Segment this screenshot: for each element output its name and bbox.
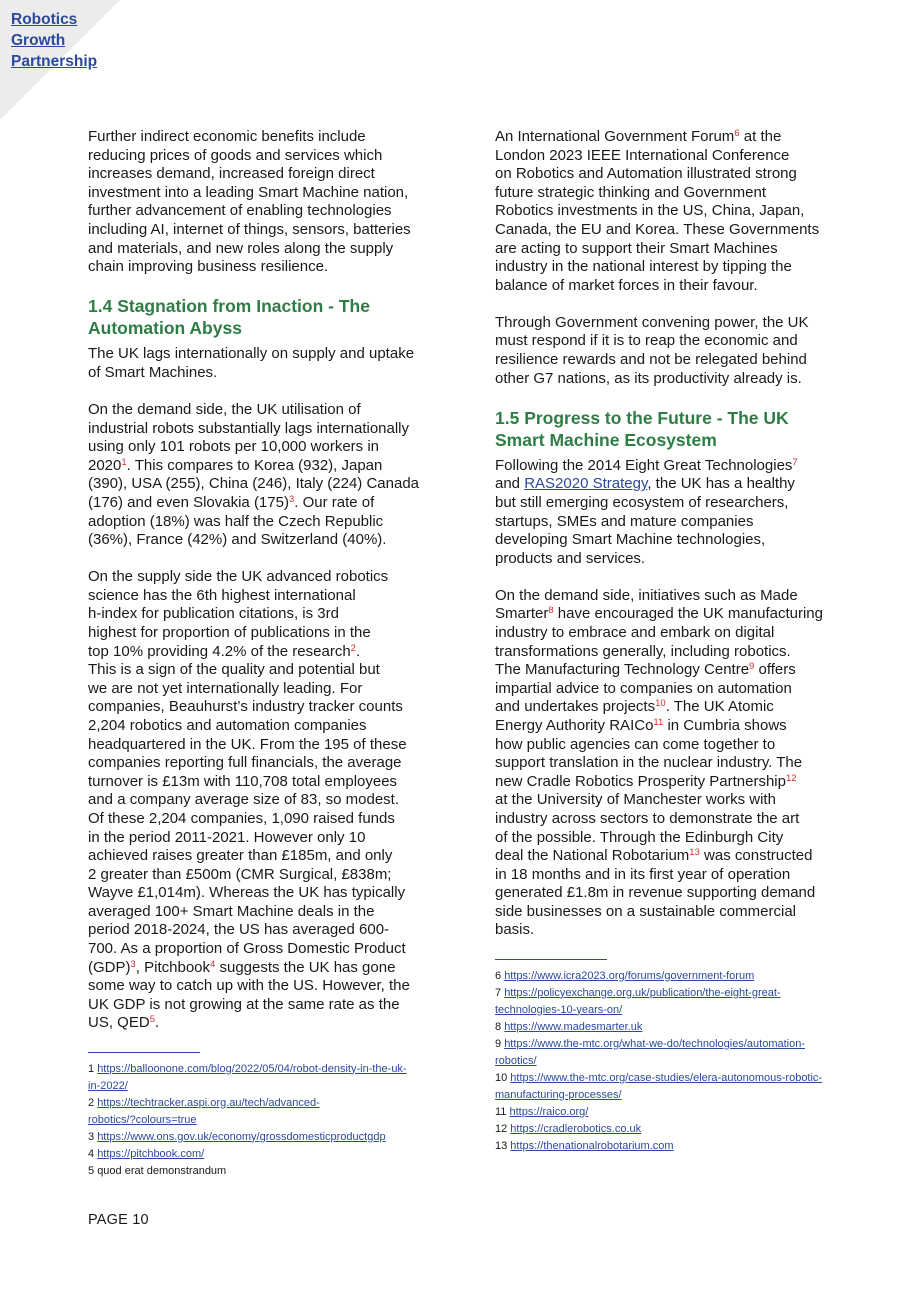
ras2020-strategy-link[interactable]: RAS2020 Strategy	[524, 475, 648, 493]
footnote-link[interactable]: https://cradlerobotics.co.uk	[510, 1122, 642, 1135]
convening-paragraph: Through Government convening power, the UK must respond if it is to reap the economic and resilience rewards and not be relegated behind other G7 nations, as its productivity already is.	[495, 313, 809, 387]
footnote-link[interactable]: https://raico.org/	[509, 1105, 589, 1118]
supply-paragraph: On the supply side the UK advanced robotics science has the 6th highest international h-index for publication citations, is 3rd highest for proportion of publications in the top 10% providing 4.2% of the research$^2$. This is a sign of the quality and potential but we are not yet internationally leading. For companies, Beauhurst’s industry tracker counts 2,204 robotics and automation companies headquartered in the UK. From the 195 of these companies reporting full financials, the average turnover is £13m with 110,708 total employees and a company average size of 83, so modest. Of these 2,204 companies, 1,090 raised funds in the period 2011-2021. However only 10 achieved raises greater than £185m, and only 2 greater than £500m (CMR Surgical, £838m; Wayve £1,014m). Whereas the UK has typically averaged 100+ Smart Machine deals in the period 2018-2024, the US has averaged 600- 700. As a proportion of Gross Domestic Product (GDP)$^3$, Pitchbook$^4$ suggests the UK has gone some way to catch up with the US. However, the UK GDP is not growing at the same rate as the US, QED$^5$.	[88, 568, 410, 1032]
footnote-ref-9[interactable]: 9	[749, 661, 755, 673]
left-column	[88, 128, 428, 1180]
footnote-ref-10[interactable]: 10	[655, 698, 666, 710]
footnote-11: 11 https://raico.org/	[495, 1105, 589, 1118]
right-footnotes	[495, 959, 835, 1155]
footnote-ref-4[interactable]: 4	[210, 958, 216, 970]
footnote-ref-11[interactable]: 11	[653, 716, 664, 728]
page-number: PAGE 10	[88, 1212, 149, 1228]
footnote-12: 12 https://cradlerobotics.co.uk	[495, 1122, 642, 1135]
footnote-ref-7[interactable]: 7	[792, 456, 798, 468]
initiatives-paragraph: On the demand side, initiatives such as Made Smarter$^8$ have encouraged the UK manufacturing industry to embrace and embark on digital transformations generally, including robotics. The Manufacturing Technology Centre$^9$ offers impartial advice to companies on automation and undertakes projects$^{10}$. The UK Atomic Energy Authority RAICo$^{11}$ in Cumbria shows how public agencies can come together to support translation in the nuclear industry. The new Cradle Robotics Prosperity Partnership$^{12}$ at the University of Manchester works with industry across sectors to demonstrate the art of the possible. Through the Edinburgh City deal the National Robotarium$^{13}$ was constructed in 18 months and in its first year of operation generated £1.8m in revenue supporting demand side businesses on a sustainable commercial basis.	[495, 586, 823, 939]
footnote-4: 4 https://pitchbook.com/	[88, 1147, 205, 1160]
brand-line-growth[interactable]: Growth	[11, 32, 66, 49]
footnote-ref-3[interactable]: 3	[130, 958, 136, 970]
forum-paragraph: An International Government Forum$^6$ at the London 2023 IEEE International Conference on Robotics and Automation illustrated strong future strategic thinking and Government Robotics investments in the US, China, Japan, Canada, the EU and Korea. These Governments are acting to support their Smart Machines industry in the national interest by tipping the balance of market forces in their favour.	[495, 128, 820, 294]
left-footnotes	[88, 1052, 428, 1180]
footnote-ref-1[interactable]: 1	[121, 456, 127, 468]
lag-paragraph: The UK lags internationally on supply and uptake of Smart Machines.	[88, 345, 415, 381]
footnote-5: 5 quod erat demonstrandum	[88, 1164, 227, 1177]
footnote-8: 8 https://www.madesmarter.uk	[495, 1020, 643, 1033]
brand-logo-link[interactable]	[11, 9, 97, 72]
footnote-6: 6 https://www.icra2023.org/forums/government-forum	[495, 969, 755, 982]
brand-line-partnership[interactable]: Partnership	[11, 53, 98, 70]
footnote-ref-8[interactable]: 8	[548, 605, 554, 617]
footnote-divider	[495, 959, 607, 960]
footnote-ref-12[interactable]: 12	[785, 772, 797, 784]
footnote-link[interactable]: technologies-10-years-on/	[495, 1003, 623, 1016]
brand-line-robotics[interactable]: Robotics	[11, 11, 78, 28]
following-paragraph: Following the 2014 Eight Great Technologies$^7$ and RAS2020 Strategy, the UK has a healthy but still emerging ecosystem of researchers, startups, SMEs and mature companies developing Smart Machine technologies, products and services.	[495, 456, 798, 567]
footnote-9: 9 https://www.the-mtc.org/what-we-do/technologies/automation- robotics/	[495, 1037, 805, 1067]
footnote-link[interactable]: robotics/	[495, 1054, 537, 1067]
footnote-link[interactable]: robotics/?colours=true	[88, 1113, 197, 1126]
footnote-ref-13[interactable]: 13	[689, 847, 700, 859]
right-column	[495, 128, 835, 1155]
intro-paragraph: Further indirect economic benefits include reducing prices of goods and services which increases demand, increased foreign direct investment into a leading Smart Machine nation, further advancement of enabling technologies including AI, internet of things, sensors, batteries and materials, and new roles along the supply chain improving business resilience.	[88, 128, 411, 276]
footnote-1: 1 https://balloonone.com/blog/2022/05/04/robot-density-in-the-uk- in-2022/	[88, 1062, 407, 1092]
demand-paragraph: On the demand side, the UK utilisation of industrial robots substantially lags internationally using only 101 robots per 10,000 workers in 2020$^1$. This compares to Korea (932), Japan (390), USA (255), China (246), Italy (224) Canada (176) and even Slovakia $(175)^3$. Our rate of adoption (18%) was half the Czech Republic (36%), France (42%) and Switzerland (40%).	[88, 400, 420, 549]
section-heading-1-5: 1.5 Progress to the Future - The UK Smart Machine Ecosystem	[495, 407, 789, 450]
footnote-link[interactable]: https://policyexchange.org.uk/publication/the-eight-great-	[504, 986, 781, 999]
footnote-link[interactable]: in-2022/	[88, 1079, 128, 1092]
footnote-ref-2[interactable]: 2	[350, 642, 356, 654]
footnote-13: 13 https://thenationalrobotarium.com	[495, 1139, 674, 1152]
footnote-10: 10 https://www.the-mtc.org/case-studies/elera-autonomous-robotic- manufacturing-processes/	[495, 1071, 823, 1101]
footnote-ref-5[interactable]: 5	[149, 1014, 155, 1026]
footnote-link[interactable]: https://www.the-mtc.org/case-studies/elera-autonomous-robotic-	[510, 1071, 823, 1084]
footnote-ref-6[interactable]: 6	[734, 128, 740, 139]
footnote-link[interactable]: https://techtracker.aspi.org.au/tech/advanced-	[97, 1096, 320, 1109]
footnote-2: 2 https://techtracker.aspi.org.au/tech/advanced- robotics/?colours=true	[88, 1096, 320, 1126]
footnote-link[interactable]: https://www.ons.gov.uk/economy/grossdomesticproductgdp	[97, 1130, 386, 1143]
footnote-link[interactable]: https://www.madesmarter.uk	[504, 1020, 643, 1033]
section-heading-1-4: 1.4 Stagnation from Inaction - The Automation Abyss	[88, 296, 370, 339]
footnote-link[interactable]: manufacturing-processes/	[495, 1088, 622, 1101]
footnote-3: 3 https://www.ons.gov.uk/economy/grossdomesticproductgdp	[88, 1130, 386, 1143]
footnote-link[interactable]: https://balloonone.com/blog/2022/05/04/robot-density-in-the-uk-	[97, 1062, 407, 1075]
footnote-link[interactable]: https://thenationalrobotarium.com	[510, 1139, 674, 1152]
footnote-ref-3[interactable]: 3	[288, 493, 295, 505]
footnote-7: 7 https://policyexchange.org.uk/publication/the-eight-great- technologies-10-years-on/	[495, 986, 781, 1016]
footnote-link[interactable]: https://www.icra2023.org/forums/government-forum	[504, 969, 755, 982]
footnote-divider	[88, 1052, 200, 1053]
footnote-link[interactable]: https://pitchbook.com/	[97, 1147, 205, 1160]
footnote-link[interactable]: https://www.the-mtc.org/what-we-do/technologies/automation-	[504, 1037, 805, 1050]
